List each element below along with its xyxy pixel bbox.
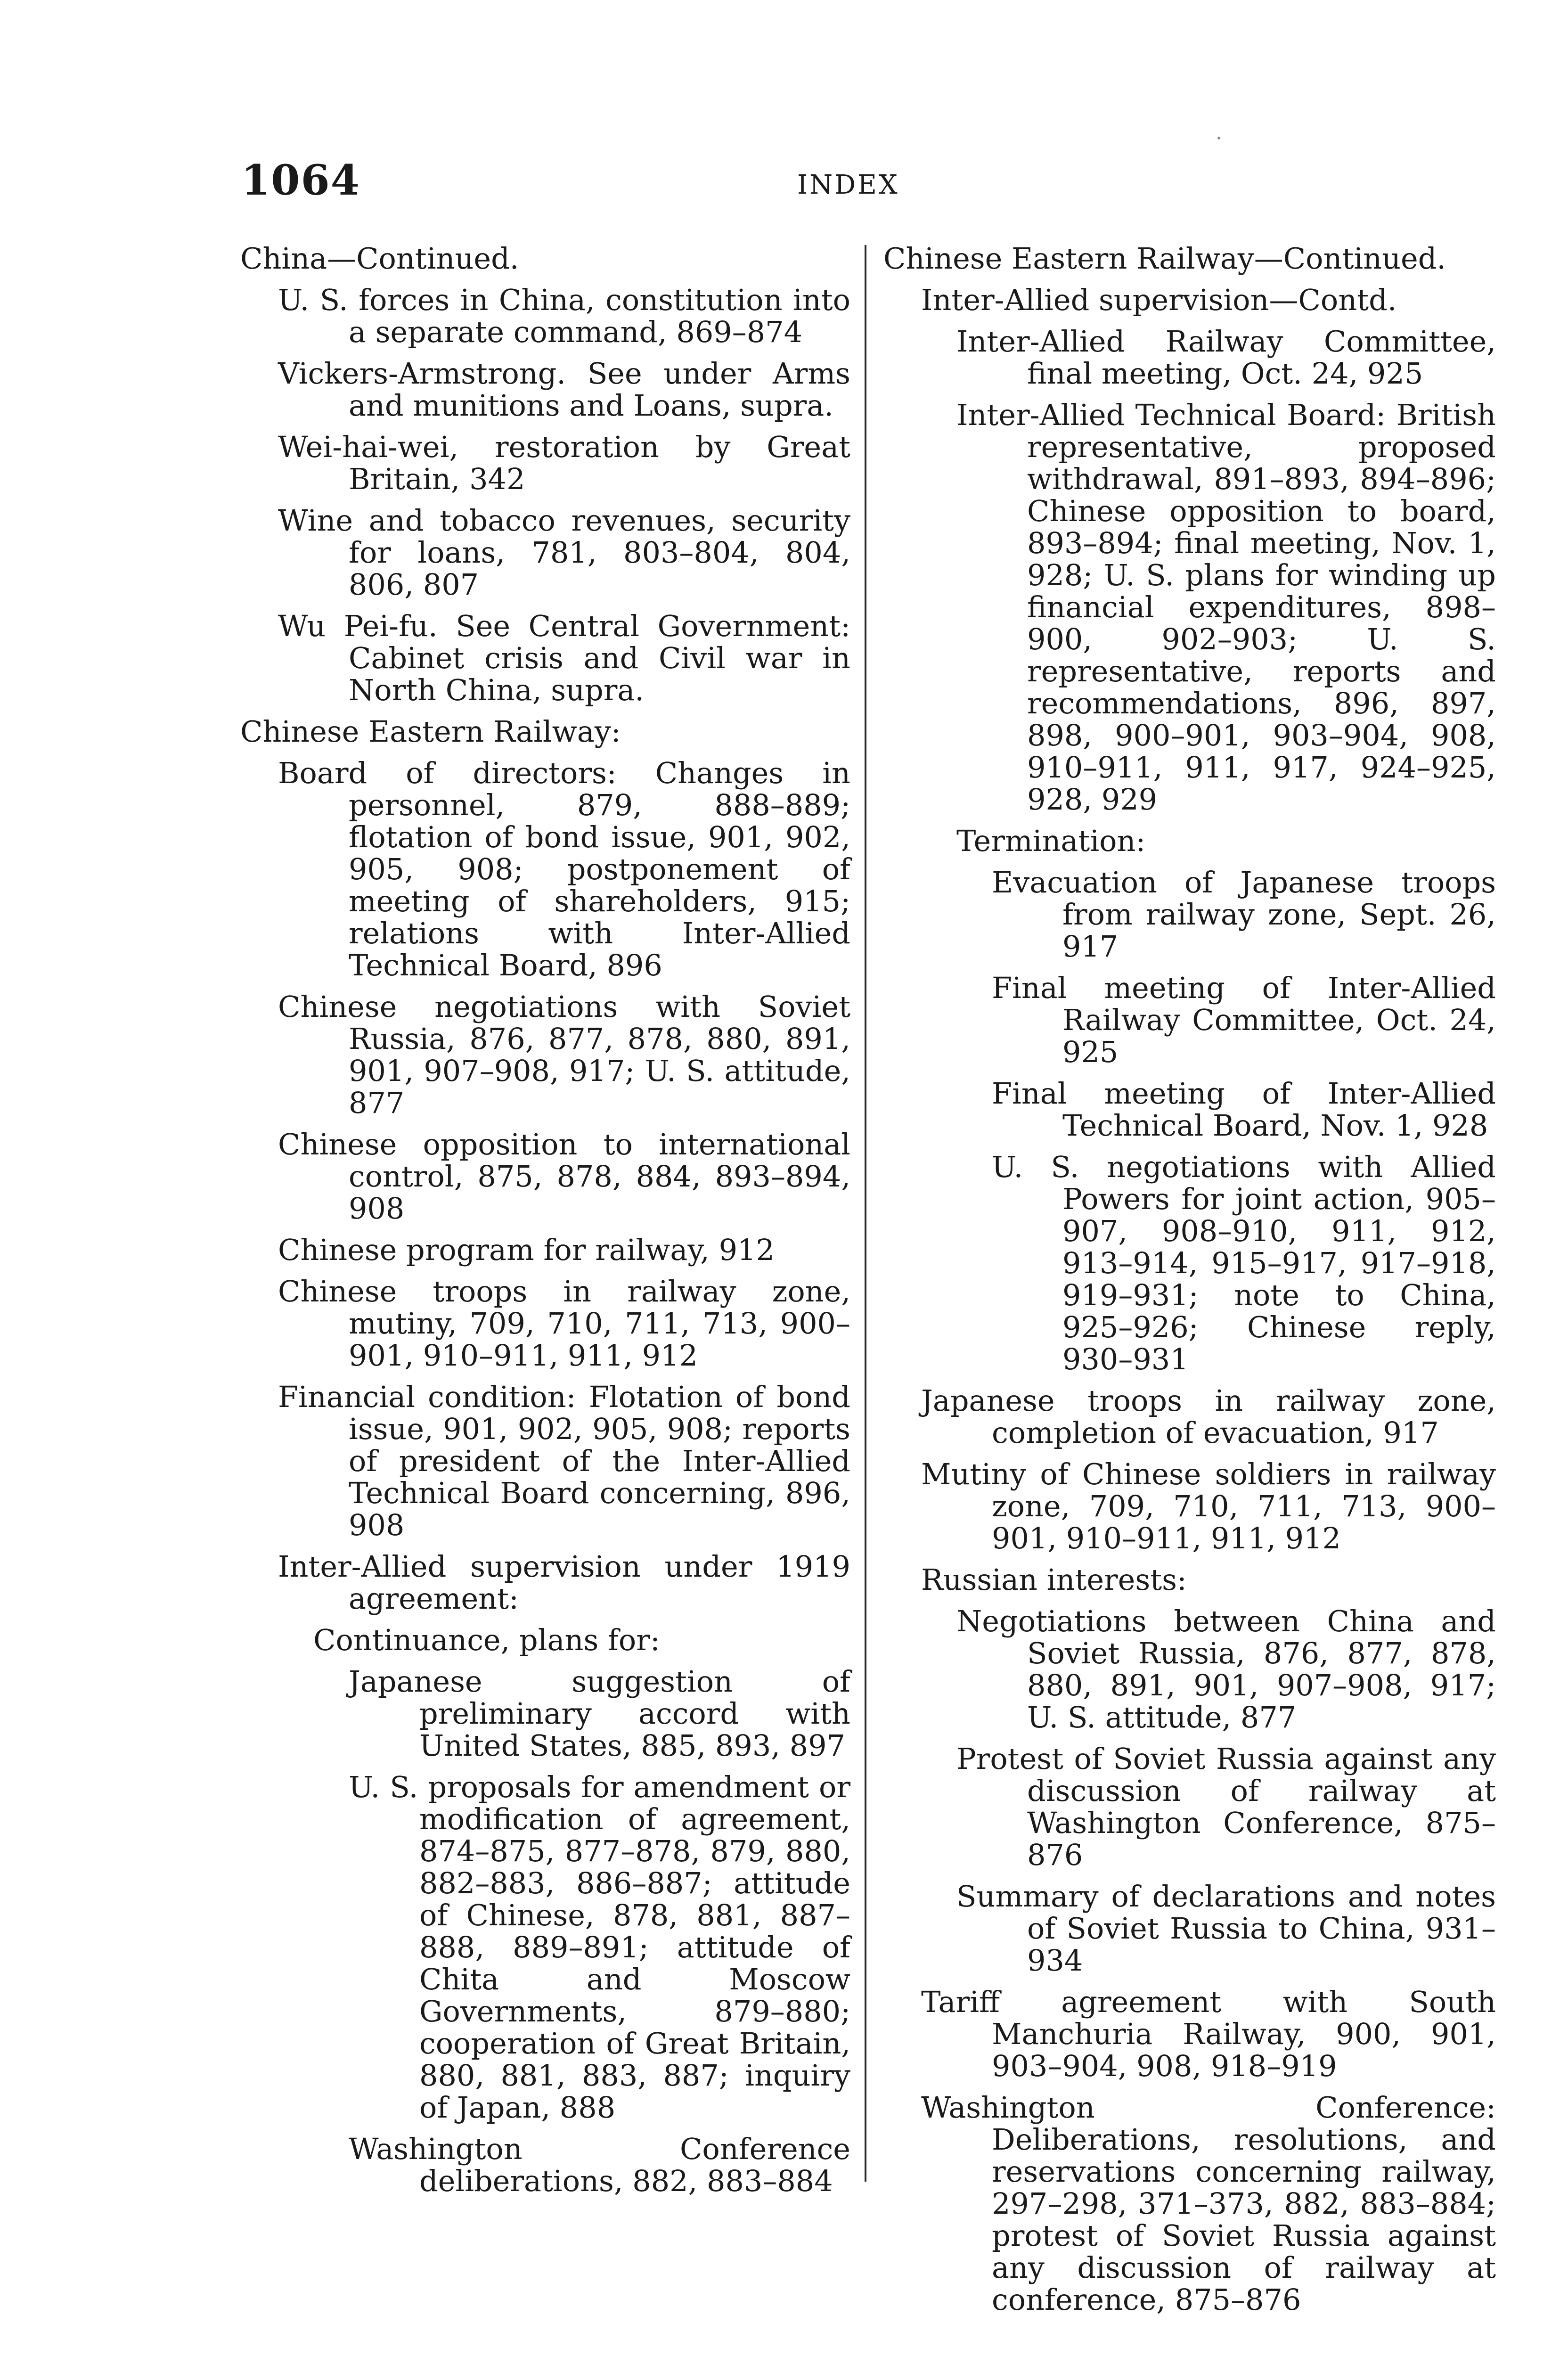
right-index-column: [883, 243, 1496, 2325]
index-entry: Washington Conference deliberations, 882, 883–884: [349, 2132, 850, 2198]
page-number: 1064: [241, 155, 360, 205]
index-entry: Termination:: [956, 824, 1146, 858]
index-entry: Tariff agreement with South Manchuria Railway, 900, 901, 903–904, 908, 918–919: [921, 1985, 1496, 2083]
index-entry: Financial condition: Flotation of bond issue, 901, 902, 905, 908; reports of president of the Inter-Allied Technical Board concerning, 896, 908: [278, 1380, 850, 1542]
index-entry: Inter-Allied Technical Board: British representative, proposed withdrawal, 891–893, 894–896; Chinese opposition to board, 893–894; final meeting, Nov. 1, 928; U. S. plans for winding up financial expenditures, 898–900, 902–903; U. S. representative, reports and recommendations, 896, 897, 898, 900–901, 903–904, 908, 910–911, 911, 917, 924–925, 928, 929: [956, 398, 1496, 817]
index-entry: Board of directors: Changes in personnel, 879, 888–889; flotation of bond issue, 901, 902, 905, 908; postponement of meeting of shareholders, 915; relations with Inter-Allied Technical Board, 896: [278, 756, 850, 982]
index-entry: U. S. forces in China, constitution into a separate command, 869–874: [278, 283, 850, 349]
page-header: [241, 155, 915, 207]
index-entry: Chinese program for railway, 912: [278, 1233, 775, 1267]
index-entry: Protest of Soviet Russia against any discussion of railway at Washington Conference, 875–876: [956, 1742, 1496, 1872]
index-entry: Vickers-Armstrong. See under Arms and munitions and Loans, supra.: [278, 356, 850, 423]
running-head: INDEX: [797, 170, 899, 200]
index-heading: China—Continued.: [240, 241, 519, 276]
index-entry: Final meeting of Inter-Allied Railway Committee, Oct. 24, 925: [992, 971, 1496, 1069]
speck-mark: [1217, 137, 1220, 139]
index-entry: Washington Conference: Deliberations, resolutions, and reservations concerning railway, 297–298, 371–373, 882, 883–884; protest of Soviet Russia against any discussion of railway at conference, 875–876: [921, 2090, 1496, 2317]
index-entry: Wei-hai-wei, restoration by Great Britain, 342: [278, 430, 850, 496]
index-entry: Summary of declarations and notes of Soviet Russia to China, 931–934: [956, 1879, 1496, 1978]
index-entry: Inter-Allied supervision—Contd.: [921, 283, 1397, 317]
index-heading: Chinese Eastern Railway:: [240, 714, 621, 749]
column-divider: [865, 245, 866, 2182]
index-entry: Chinese opposition to international control, 875, 878, 884, 893–894, 908: [278, 1127, 850, 1226]
index-entry: Wine and tobacco revenues, security for loans, 781, 803–804, 804, 806, 807: [278, 503, 850, 602]
index-entry: Wu Pei-fu. See Central Government: Cabinet crisis and Civil war in North China, supra.: [278, 609, 850, 707]
index-entry: U. S. negotiations with Allied Powers for joint action, 905–907, 908–910, 911, 912, 913–914, 915–917, 917–918, 919–931; note to China, 925–926; Chinese reply, 930–931: [992, 1150, 1496, 1376]
index-entry: Evacuation of Japanese troops from railway zone, Sept. 26, 917: [992, 865, 1496, 964]
left-index-column: [240, 243, 850, 2207]
index-entry: Inter-Allied Railway Committee, final meeting, Oct. 24, 925: [956, 324, 1496, 391]
index-entry: Mutiny of Chinese soldiers in railway zone, 709, 710, 711, 713, 900–901, 910–911, 911, 912: [921, 1457, 1496, 1555]
index-entry: Continuance, plans for:: [313, 1623, 660, 1657]
index-entry: Negotiations between China and Soviet Russia, 876, 877, 878, 880, 891, 901, 907–908, 917; U. S. attitude, 877: [956, 1604, 1496, 1734]
index-entry: Japanese troops in railway zone, completion of evacuation, 917: [921, 1383, 1496, 1450]
index-entry: Russian interests:: [921, 1562, 1187, 1597]
index-heading: Chinese Eastern Railway—Continued.: [883, 241, 1446, 276]
index-entry: U. S. proposals for amendment or modification of agreement, 874–875, 877–878, 879, 880, 882–883, 886–887; attitude of Chinese, 878, 881, 887–888, 889–891; attitude of Chita and Moscow Governments, 879–880; cooperation of Great Britain, 880, 881, 883, 887; inquiry of Japan, 888: [349, 1770, 850, 2125]
index-entry: Chinese negotiations with Soviet Russia, 876, 877, 878, 880, 891, 901, 907–908, 917; U. S. attitude, 877: [278, 990, 850, 1120]
index-entry: Inter-Allied supervision under 1919 agreement:: [278, 1549, 850, 1616]
index-entry: Japanese suggestion of preliminary accord with United States, 885, 893, 897: [349, 1664, 850, 1763]
index-entry: Final meeting of Inter-Allied Technical Board, Nov. 1, 928: [992, 1076, 1496, 1143]
index-entry: Chinese troops in railway zone, mutiny, 709, 710, 711, 713, 900–901, 910–911, 911, 912: [278, 1274, 850, 1373]
